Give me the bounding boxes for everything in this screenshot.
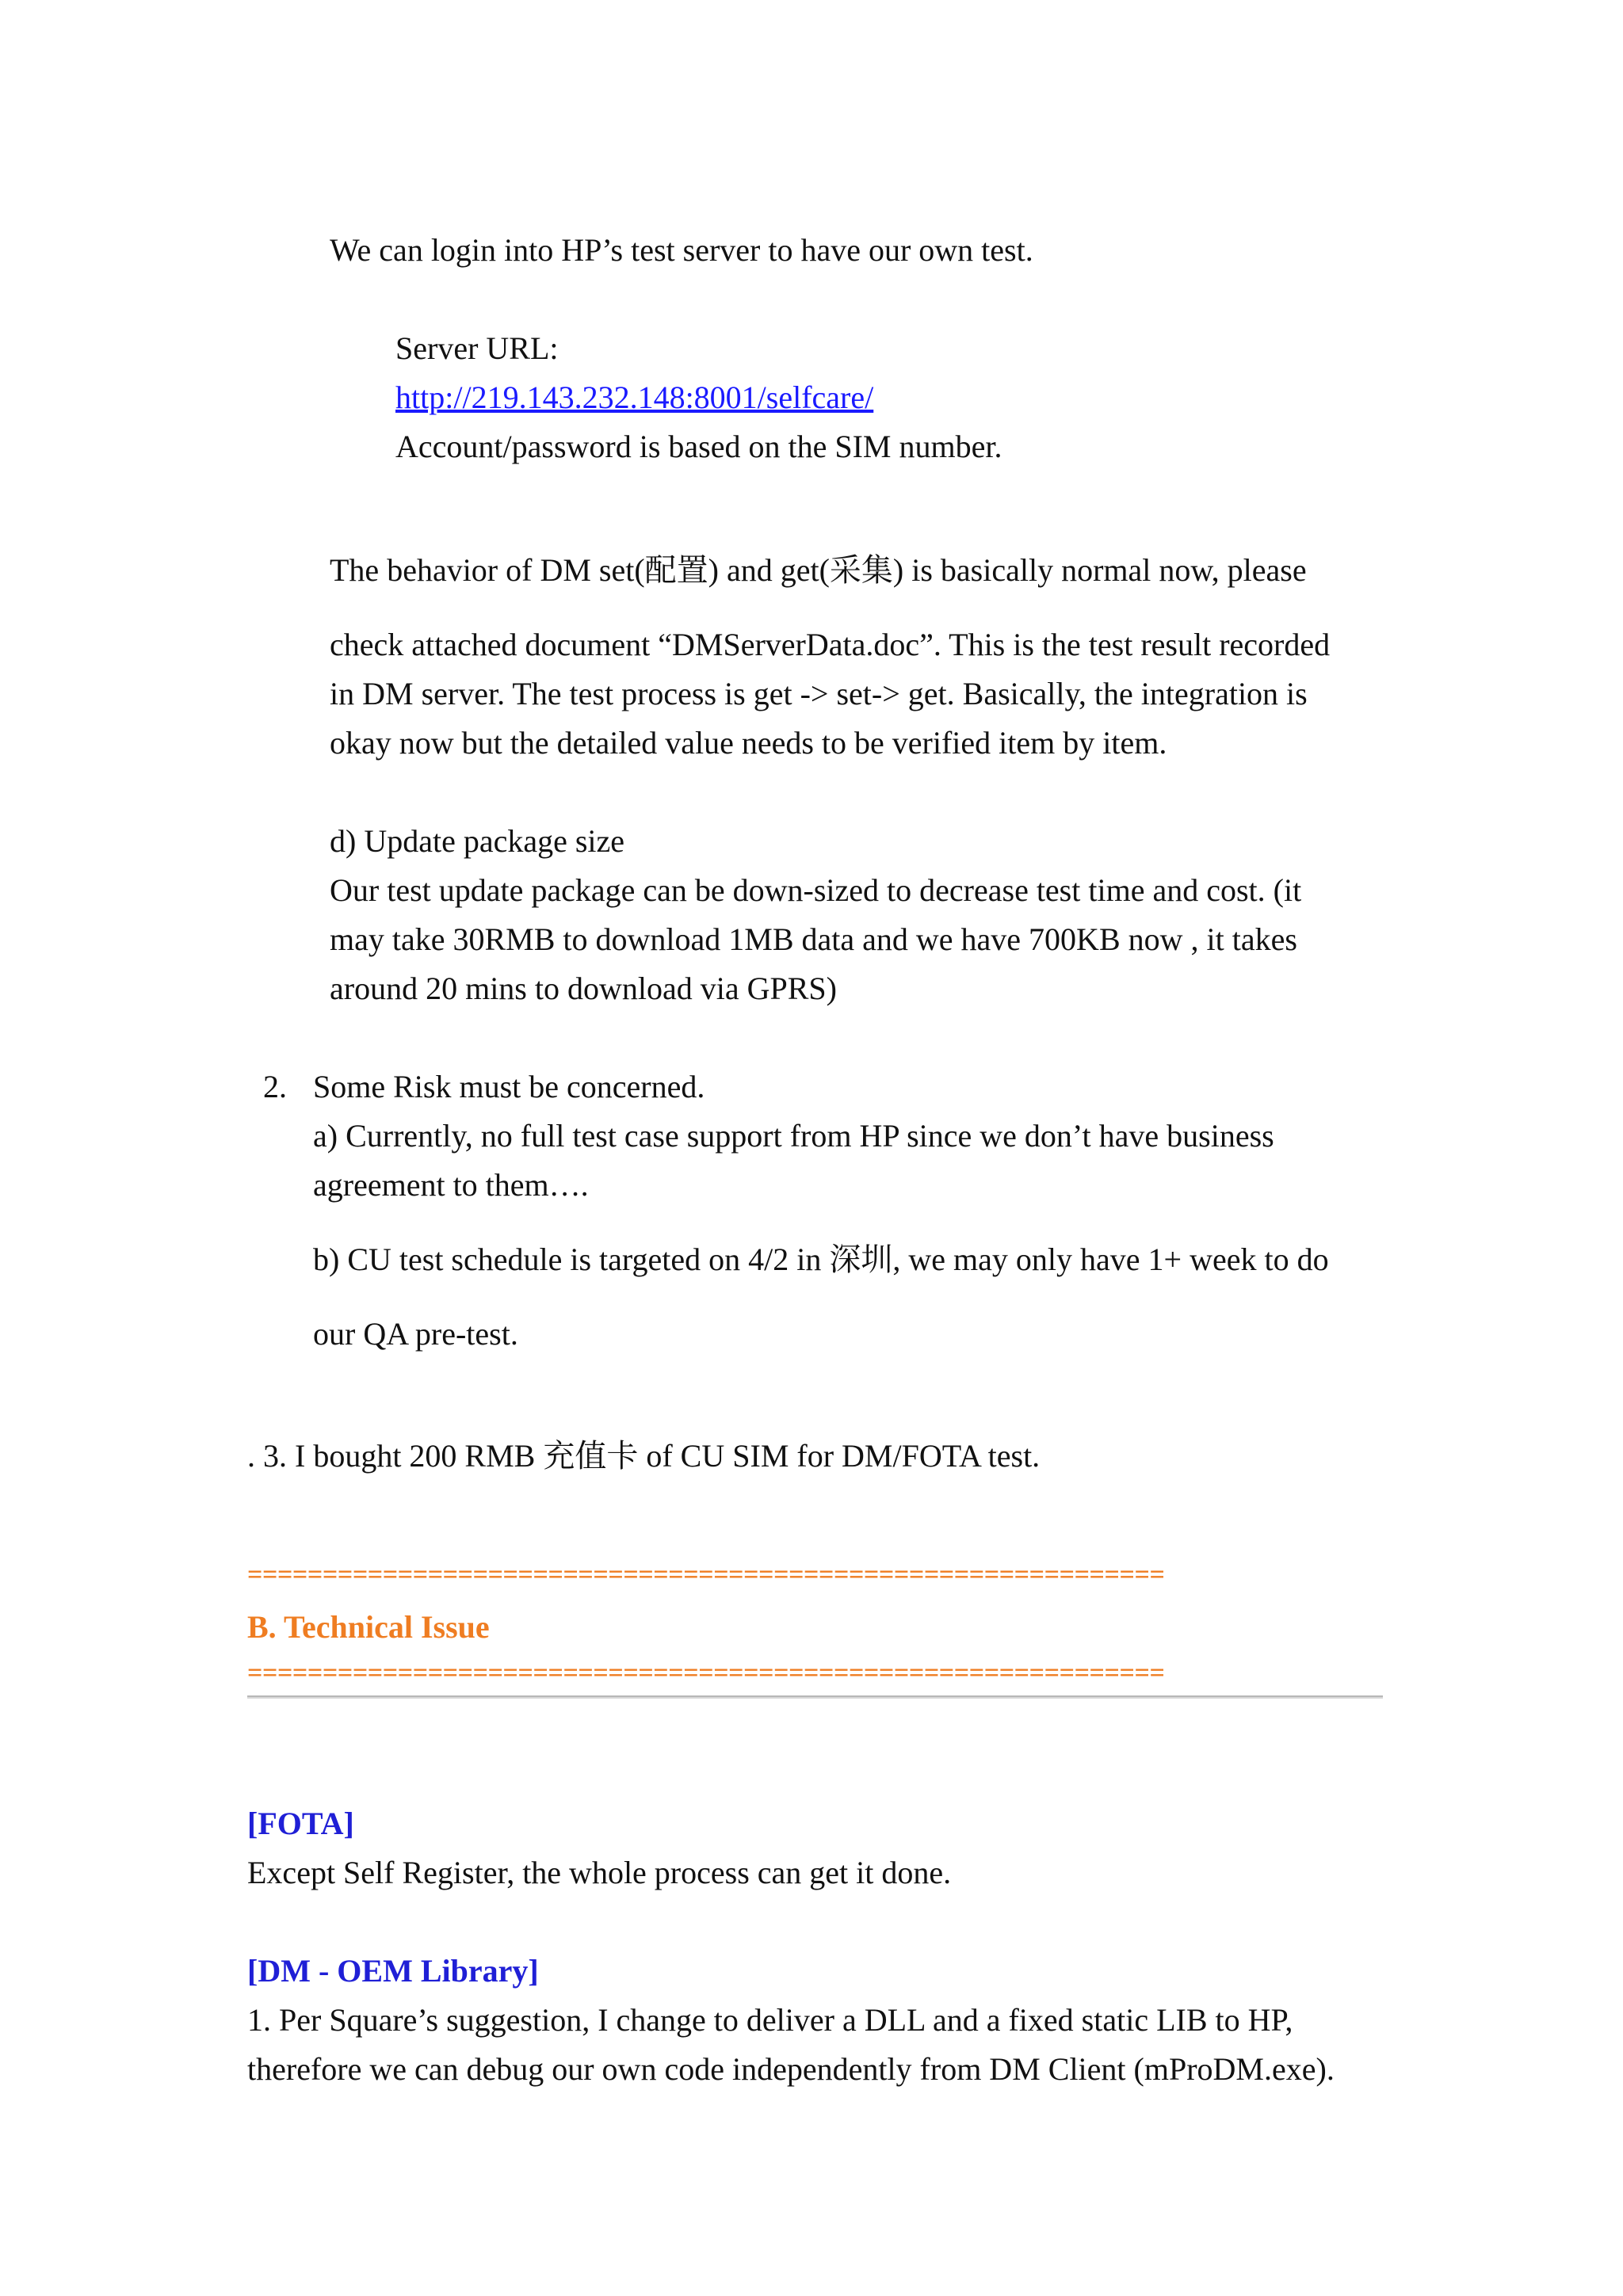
update-package-line-3: around 20 mins to download via GPRS) xyxy=(330,971,837,1006)
fota-heading: [FOTA] xyxy=(247,1806,354,1841)
risk-b-text-a: b) CU test schedule is targeted on 4/2 in xyxy=(313,1241,830,1277)
server-url-label: Server URL: xyxy=(395,330,559,366)
risk-b-text-b: , we may only have 1+ week to do xyxy=(892,1241,1329,1277)
dm-oem-line-2: therefore we can debug our own code independently from DM Client (mProDM.exe). xyxy=(247,2051,1335,2087)
risk-number: 2. xyxy=(263,1069,287,1104)
risk-b-cjk-city: 深圳 xyxy=(829,1241,893,1278)
behavior-cjk-config: 配置 xyxy=(644,552,708,589)
behavior-text-b: ) and get( xyxy=(708,552,830,588)
section-divider-top: ============================================================= xyxy=(247,1560,1165,1589)
behavior-line-2: check attached document “DMServerData.doc”. This is the test result recorded xyxy=(330,627,1331,662)
update-package-heading: d) Update package size xyxy=(330,823,625,859)
behavior-line-3: in DM server. The test process is get -> set-> get. Basically, the integration is xyxy=(330,676,1308,711)
account-note: Account/password is based on the SIM number. xyxy=(395,429,1002,464)
risk-b-line-1 xyxy=(313,1241,1329,1279)
dm-oem-line-1: 1. Per Square’s suggestion, I change to deliver a DLL and a fixed static LIB to HP, xyxy=(247,2002,1293,2038)
risk-title: Some Risk must be concerned. xyxy=(313,1069,705,1104)
update-package-line-1: Our test update package can be down-sized to decrease test time and cost. (it xyxy=(330,872,1302,908)
section-b-title: B. Technical Issue xyxy=(247,1609,490,1645)
intro-line: We can login into HP’s test server to have our own test. xyxy=(330,232,1033,268)
item3-text-b: of CU SIM for DM/FOTA test. xyxy=(638,1438,1041,1474)
item3-text-a: . 3. I bought 200 RMB xyxy=(247,1438,544,1474)
behavior-line-1 xyxy=(330,551,1307,589)
update-package-line-2: may take 30RMB to download 1MB data and we have 700KB now , it takes xyxy=(330,921,1297,957)
behavior-text-c: ) is basically normal now, please xyxy=(892,552,1307,588)
behavior-text-a: The behavior of DM set( xyxy=(330,552,645,588)
section-divider-bottom: ============================================================= xyxy=(247,1658,1165,1688)
fota-text: Except Self Register, the whole process can get it done. xyxy=(247,1855,952,1890)
server-url-link[interactable]: http://219.143.232.148:8001/selfcare/ xyxy=(395,379,874,415)
behavior-cjk-collect: 采集 xyxy=(829,552,893,589)
behavior-line-4: okay now but the detailed value needs to be verified item by item. xyxy=(330,725,1167,761)
risk-b-line-2: our QA pre-test. xyxy=(313,1316,518,1352)
dm-oem-heading: [DM - OEM Library] xyxy=(247,1953,539,1989)
risk-a-line-2: agreement to them…. xyxy=(313,1167,589,1203)
risk-a-line-1: a) Currently, no full test case support from HP since we don’t have business xyxy=(313,1118,1274,1154)
item3-cjk-card: 充值卡 xyxy=(543,1438,639,1474)
item3-line xyxy=(247,1437,1040,1475)
section-rule xyxy=(247,1695,1383,1699)
